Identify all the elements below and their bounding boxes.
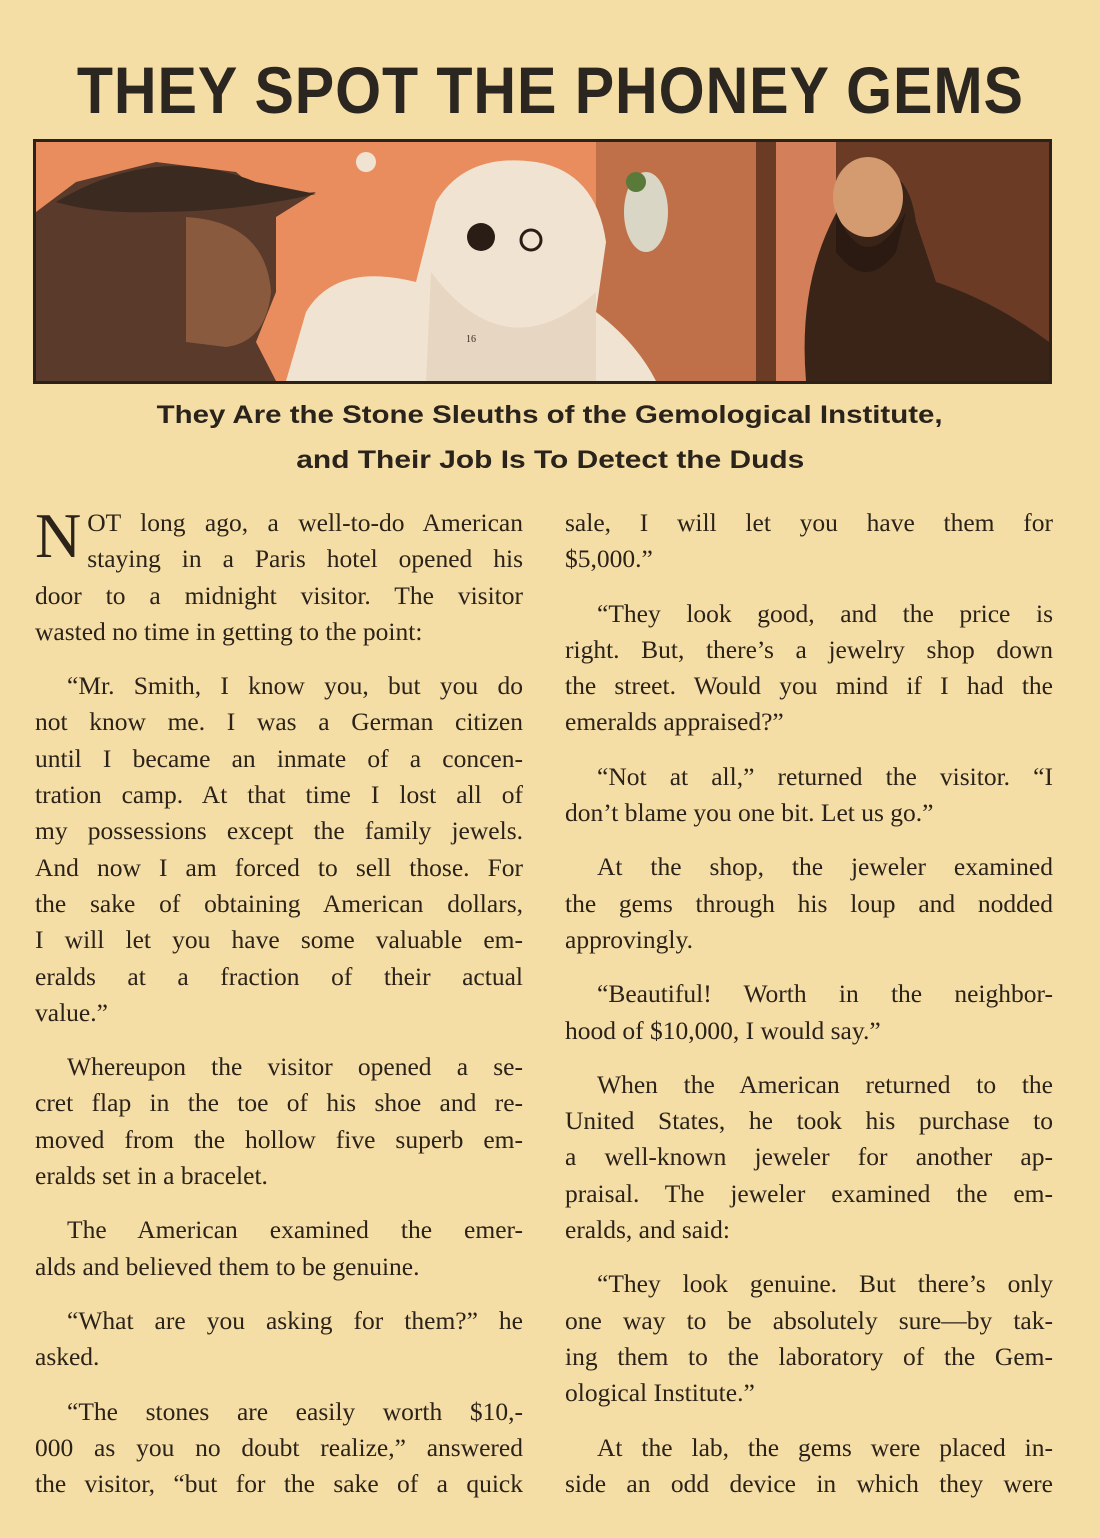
text-line: wasted no time in getting to the point: — [35, 616, 423, 646]
paragraph — [565, 505, 1053, 578]
text-line: And now I am forced to sell those. For — [35, 852, 523, 882]
text-line: staying in a Paris hotel opened his — [87, 544, 523, 574]
text-line: 000 as you no doubt realize,” answered — [35, 1432, 523, 1462]
text-line: “What are you asking for them?” he — [67, 1305, 523, 1335]
illustration-mark: 16 — [466, 334, 476, 345]
text-line: sale, I will let you have them for — [565, 508, 1053, 537]
paragraph — [565, 1067, 1053, 1248]
paragraph — [35, 1394, 523, 1503]
text-line: asked. — [35, 1342, 100, 1372]
text-line: approvingly. — [565, 924, 693, 954]
paragraph — [35, 500, 523, 650]
text-line: I will let you have some valuable em- — [35, 925, 523, 955]
paragraph — [565, 976, 1053, 1049]
text-line: Whereupon the visitor opened a se- — [67, 1052, 523, 1082]
paragraph — [35, 1212, 523, 1285]
paragraph — [35, 1049, 523, 1194]
text-line: OT long ago, a well-to-do American — [87, 508, 523, 537]
header-illustration — [33, 139, 1052, 384]
text-line: the visitor, “but for the sake of a quick — [35, 1469, 523, 1499]
text-line: “They look genuine. But there’s only — [597, 1269, 1053, 1299]
subtitle-line-2 — [0, 446, 1100, 475]
text-line: not know me. I was a German citizen — [35, 707, 523, 737]
text-line: right. But, there’s a jewelry shop down — [565, 634, 1053, 664]
text-line: hood of $10,000, I would say.” — [565, 1015, 881, 1045]
text-line: door to a midnight visitor. The visitor — [35, 580, 523, 610]
right-column — [565, 505, 1053, 1520]
title-text: THEY SPOT THE PHONEY GEMS — [76, 53, 1024, 127]
text-line: alds and believed them to be genuine. — [35, 1251, 420, 1281]
text-line: ological Institute.” — [565, 1378, 755, 1408]
text-line: ing them to the laboratory of the Gem- — [565, 1341, 1053, 1371]
text-line: United States, he took his purchase to — [565, 1106, 1053, 1136]
drop-cap: N — [35, 500, 82, 571]
text-line: eralds at a fraction of their actual — [35, 961, 523, 991]
subtitle-line-2-text: and Their Job Is To Detect the Duds — [296, 446, 804, 474]
text-line: tration camp. At that time I lost all of — [35, 780, 523, 810]
text-line: praisal. The jeweler examined the em- — [565, 1178, 1053, 1208]
text-line: moved from the hollow five superb em- — [35, 1124, 523, 1154]
paragraph — [565, 596, 1053, 741]
text-line: one way to be absolutely sure—by tak- — [565, 1305, 1053, 1335]
subtitle-line-1-text: They Are the Stone Sleuths of the Gemological Institute, — [157, 401, 943, 429]
paragraph — [35, 668, 523, 1031]
paragraph — [565, 1266, 1053, 1411]
paragraph — [565, 759, 1053, 832]
text-line: $5,000.” — [565, 544, 653, 574]
text-line: At the shop, the jeweler examined — [597, 852, 1053, 882]
paragraph — [565, 1430, 1053, 1503]
text-line: eralds set in a bracelet. — [35, 1161, 268, 1191]
paragraph — [565, 849, 1053, 958]
left-column — [35, 500, 523, 1520]
text-line: the gems through his loup and nodded — [565, 888, 1053, 918]
subtitle-line-1 — [0, 401, 1100, 430]
text-line: the sake of obtaining American dollars, — [35, 888, 523, 918]
paragraph — [35, 1303, 523, 1376]
text-line: “They look good, and the price is — [597, 598, 1053, 628]
text-line: The American examined the emer- — [67, 1215, 523, 1245]
text-line: cret flap in the toe of his shoe and re- — [35, 1088, 523, 1118]
text-line: a well-known jeweler for another ap- — [565, 1142, 1053, 1172]
text-line: emeralds appraised?” — [565, 707, 784, 737]
text-line: the street. Would you mind if I had the — [565, 671, 1053, 701]
text-line: At the lab, the gems were placed in- — [597, 1432, 1053, 1462]
text-line: my possessions except the family jewels. — [35, 816, 523, 846]
text-line: don’t blame you one bit. Let us go.” — [565, 798, 934, 828]
text-line: side an odd device in which they were — [565, 1468, 1053, 1498]
page-title — [0, 52, 1100, 128]
illustration-art — [36, 142, 1049, 381]
text-line: eralds, and said: — [565, 1215, 730, 1245]
text-line: until I became an inmate of a concen- — [35, 743, 523, 773]
text-line: “Mr. Smith, I know you, but you do — [67, 671, 523, 701]
text-line: “Not at all,” returned the visitor. “I — [597, 761, 1053, 791]
text-line: “Beautiful! Worth in the neighbor- — [597, 979, 1053, 1009]
text-line: value.” — [35, 997, 108, 1027]
text-line: “The stones are easily worth $10,- — [67, 1396, 523, 1426]
text-line: When the American returned to the — [597, 1069, 1053, 1099]
